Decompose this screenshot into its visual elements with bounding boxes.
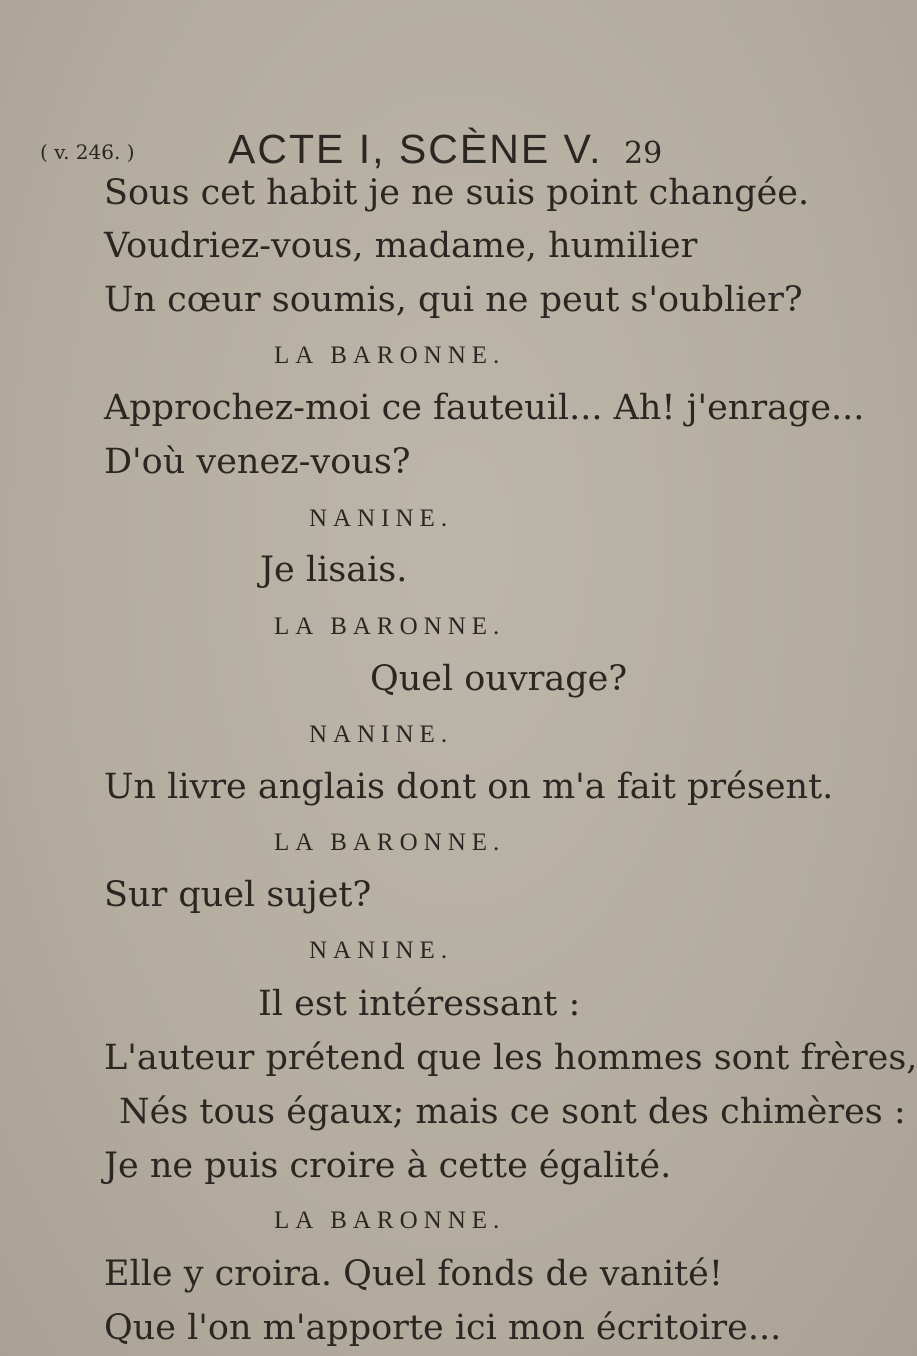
page-number: 29 <box>624 136 663 171</box>
speaker-name: LA BARONNE. <box>274 342 506 369</box>
verse-line: Un livre anglais dont on m'a fait présent. <box>104 767 834 807</box>
verse-line: Sous cet habit je ne suis point changée. <box>104 173 810 213</box>
speaker-name: NANINE. <box>309 937 454 964</box>
speaker-name: LA BARONNE. <box>274 613 506 640</box>
verse-line: Il est intéressant : <box>258 984 581 1024</box>
verse-line: Je ne puis croire à cette égalité. <box>104 1146 672 1186</box>
verse-line: L'auteur prétend que les hommes sont frères, <box>104 1038 917 1078</box>
speaker-name: LA BARONNE. <box>274 1207 506 1234</box>
verse-line: D'où venez-vous? <box>104 442 411 482</box>
verse-line: Quel ouvrage? <box>370 659 628 699</box>
running-title: ACTE I, SCÈNE V. <box>228 126 603 172</box>
verse-line: Je lisais. <box>260 550 408 590</box>
verse-line: Approchez-moi ce fauteuil... Ah! j'enrage... <box>104 388 865 428</box>
speaker-name: NANINE. <box>309 721 454 748</box>
verse-line: Que l'on m'apporte ici mon écritoire... <box>104 1308 782 1348</box>
verse-line: Sur quel sujet? <box>104 875 372 915</box>
verse-line: Un cœur soumis, qui ne peut s'oublier? <box>104 280 803 320</box>
speaker-name: NANINE. <box>309 505 454 532</box>
verse-line: Elle y croira. Quel fonds de vanité! <box>104 1254 723 1294</box>
speaker-name: LA BARONNE. <box>274 829 506 856</box>
verse-line: Nés tous égaux; mais ce sont des chimères : <box>119 1092 906 1132</box>
verse-line: Voudriez-vous, madame, humilier <box>104 226 698 266</box>
verse-reference: ( v. 246. ) <box>40 140 135 164</box>
